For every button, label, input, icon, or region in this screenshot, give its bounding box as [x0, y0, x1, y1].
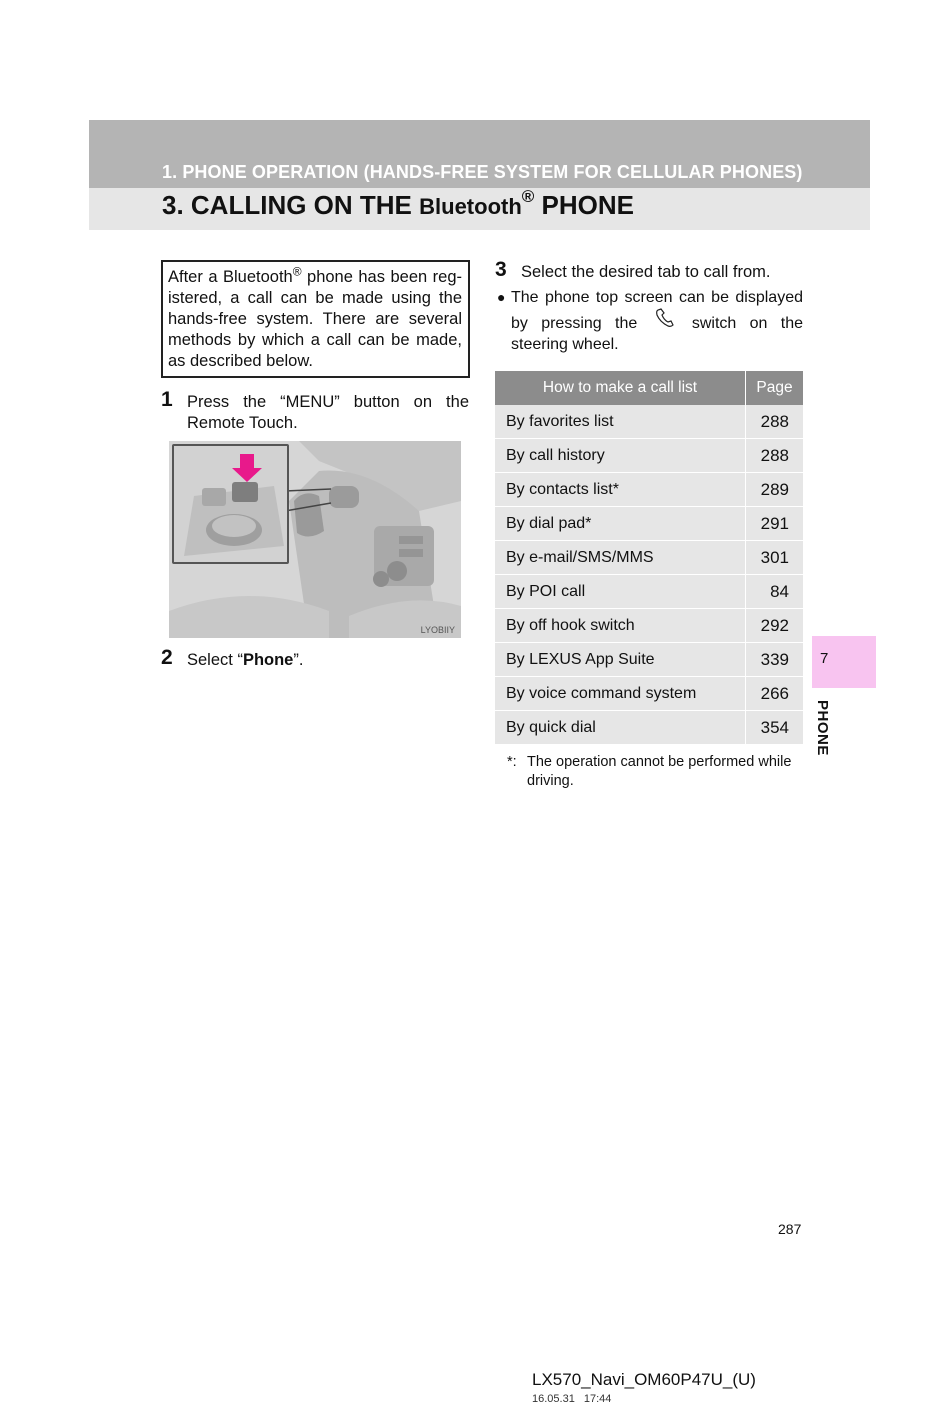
page-cell: 266 — [746, 677, 804, 711]
step-2-text — [187, 650, 469, 671]
table-row — [495, 439, 803, 473]
title-brand: Bluetooth — [419, 194, 522, 219]
step-3-text: Select the desired tab to call from. — [521, 263, 771, 281]
page-cell: 291 — [746, 507, 804, 541]
document-timestamp — [532, 1393, 611, 1405]
phone-switch-icon — [651, 308, 679, 333]
column-header-method: How to make a call list — [495, 371, 746, 405]
table-row — [495, 677, 803, 711]
page-cell: 339 — [746, 643, 804, 677]
method-cell: By e-mail/SMS/MMS — [495, 541, 746, 575]
title-prefix: 3. CALLING ON THE — [162, 190, 420, 220]
step-1-post: ” button on the Remote Touch. — [187, 393, 469, 432]
step-2-pre: Select “ — [187, 651, 243, 669]
remote-touch-inset — [172, 444, 289, 564]
step-2-number: 2 — [161, 646, 173, 669]
page-cell: 288 — [746, 405, 804, 439]
chapter-number: 7 — [820, 650, 829, 667]
step-2 — [161, 646, 469, 671]
intro-text-1: After a Bluetooth — [168, 268, 293, 286]
column-header-page: Page — [746, 371, 804, 405]
step-1-text — [187, 392, 469, 434]
method-cell: By contacts list* — [495, 473, 746, 507]
remote-touch-illustration — [169, 441, 461, 638]
step-3 — [495, 258, 803, 283]
bullet-note — [497, 287, 803, 355]
page-cell: 292 — [746, 609, 804, 643]
footnote-text: The operation cannot be performed while driving. — [527, 754, 792, 789]
method-cell: By POI call — [495, 575, 746, 609]
table-row — [495, 405, 803, 439]
page-cell: 84 — [746, 575, 804, 609]
call-methods-table — [495, 371, 803, 745]
chapter-label: PHONE — [814, 700, 831, 756]
page-cell: 288 — [746, 439, 804, 473]
footnote-mark: *: — [507, 754, 517, 770]
intro-registered-mark: ® — [292, 264, 302, 279]
document-date: 16.05.31 — [532, 1393, 575, 1405]
step-1 — [161, 388, 469, 434]
method-cell: By voice command system — [495, 677, 746, 711]
method-cell: By call history — [495, 439, 746, 473]
table-row — [495, 575, 803, 609]
bullet-text-2: switch on the steering wheel. — [511, 315, 803, 353]
table-row — [495, 609, 803, 643]
table-header-row — [495, 371, 803, 405]
bullet-text-1: The phone top screen can be displayed by pressing the — [511, 289, 803, 332]
method-cell: By favorites list — [495, 405, 746, 439]
intro-box — [161, 260, 470, 378]
page-number: 287 — [778, 1221, 802, 1237]
step-1-number: 1 — [161, 388, 173, 411]
page-cell: 301 — [746, 541, 804, 575]
table-row — [495, 643, 803, 677]
table-row — [495, 507, 803, 541]
method-cell: By off hook switch — [495, 609, 746, 643]
page-title — [162, 187, 634, 221]
method-cell: By quick dial — [495, 711, 746, 745]
table-row — [495, 541, 803, 575]
table-row — [495, 711, 803, 745]
method-cell: By dial pad* — [495, 507, 746, 541]
registered-mark: ® — [521, 187, 535, 206]
figure-code: LYOBIIY — [420, 625, 455, 635]
footnote — [507, 753, 803, 791]
bullet-text — [511, 287, 803, 355]
page-cell: 354 — [746, 711, 804, 745]
menu-label: MENU — [285, 393, 335, 411]
step-3-number: 3 — [495, 258, 507, 281]
section-heading: 1. PHONE OPERATION (HANDS-FREE SYSTEM FOR CELLULAR PHONES) — [162, 162, 803, 182]
page-cell: 289 — [746, 473, 804, 507]
bullet-dot: ● — [497, 289, 506, 305]
method-cell: By LEXUS App Suite — [495, 643, 746, 677]
intro-text-2: phone has been reg-istered, a call can be made using the hands-free system. There are several methods by which a call can be made, as described below. — [168, 268, 462, 370]
document-id: LX570_Navi_OM60P47U_(U) — [532, 1370, 756, 1389]
step-2-post: ”. — [293, 651, 304, 669]
step-1-pre: Press the “ — [187, 393, 286, 411]
phone-label: Phone — [242, 651, 294, 669]
title-suffix: PHONE — [534, 190, 634, 220]
document-time: 17:44 — [583, 1393, 612, 1405]
table-row — [495, 473, 803, 507]
remote-touch-drawing — [174, 446, 287, 562]
